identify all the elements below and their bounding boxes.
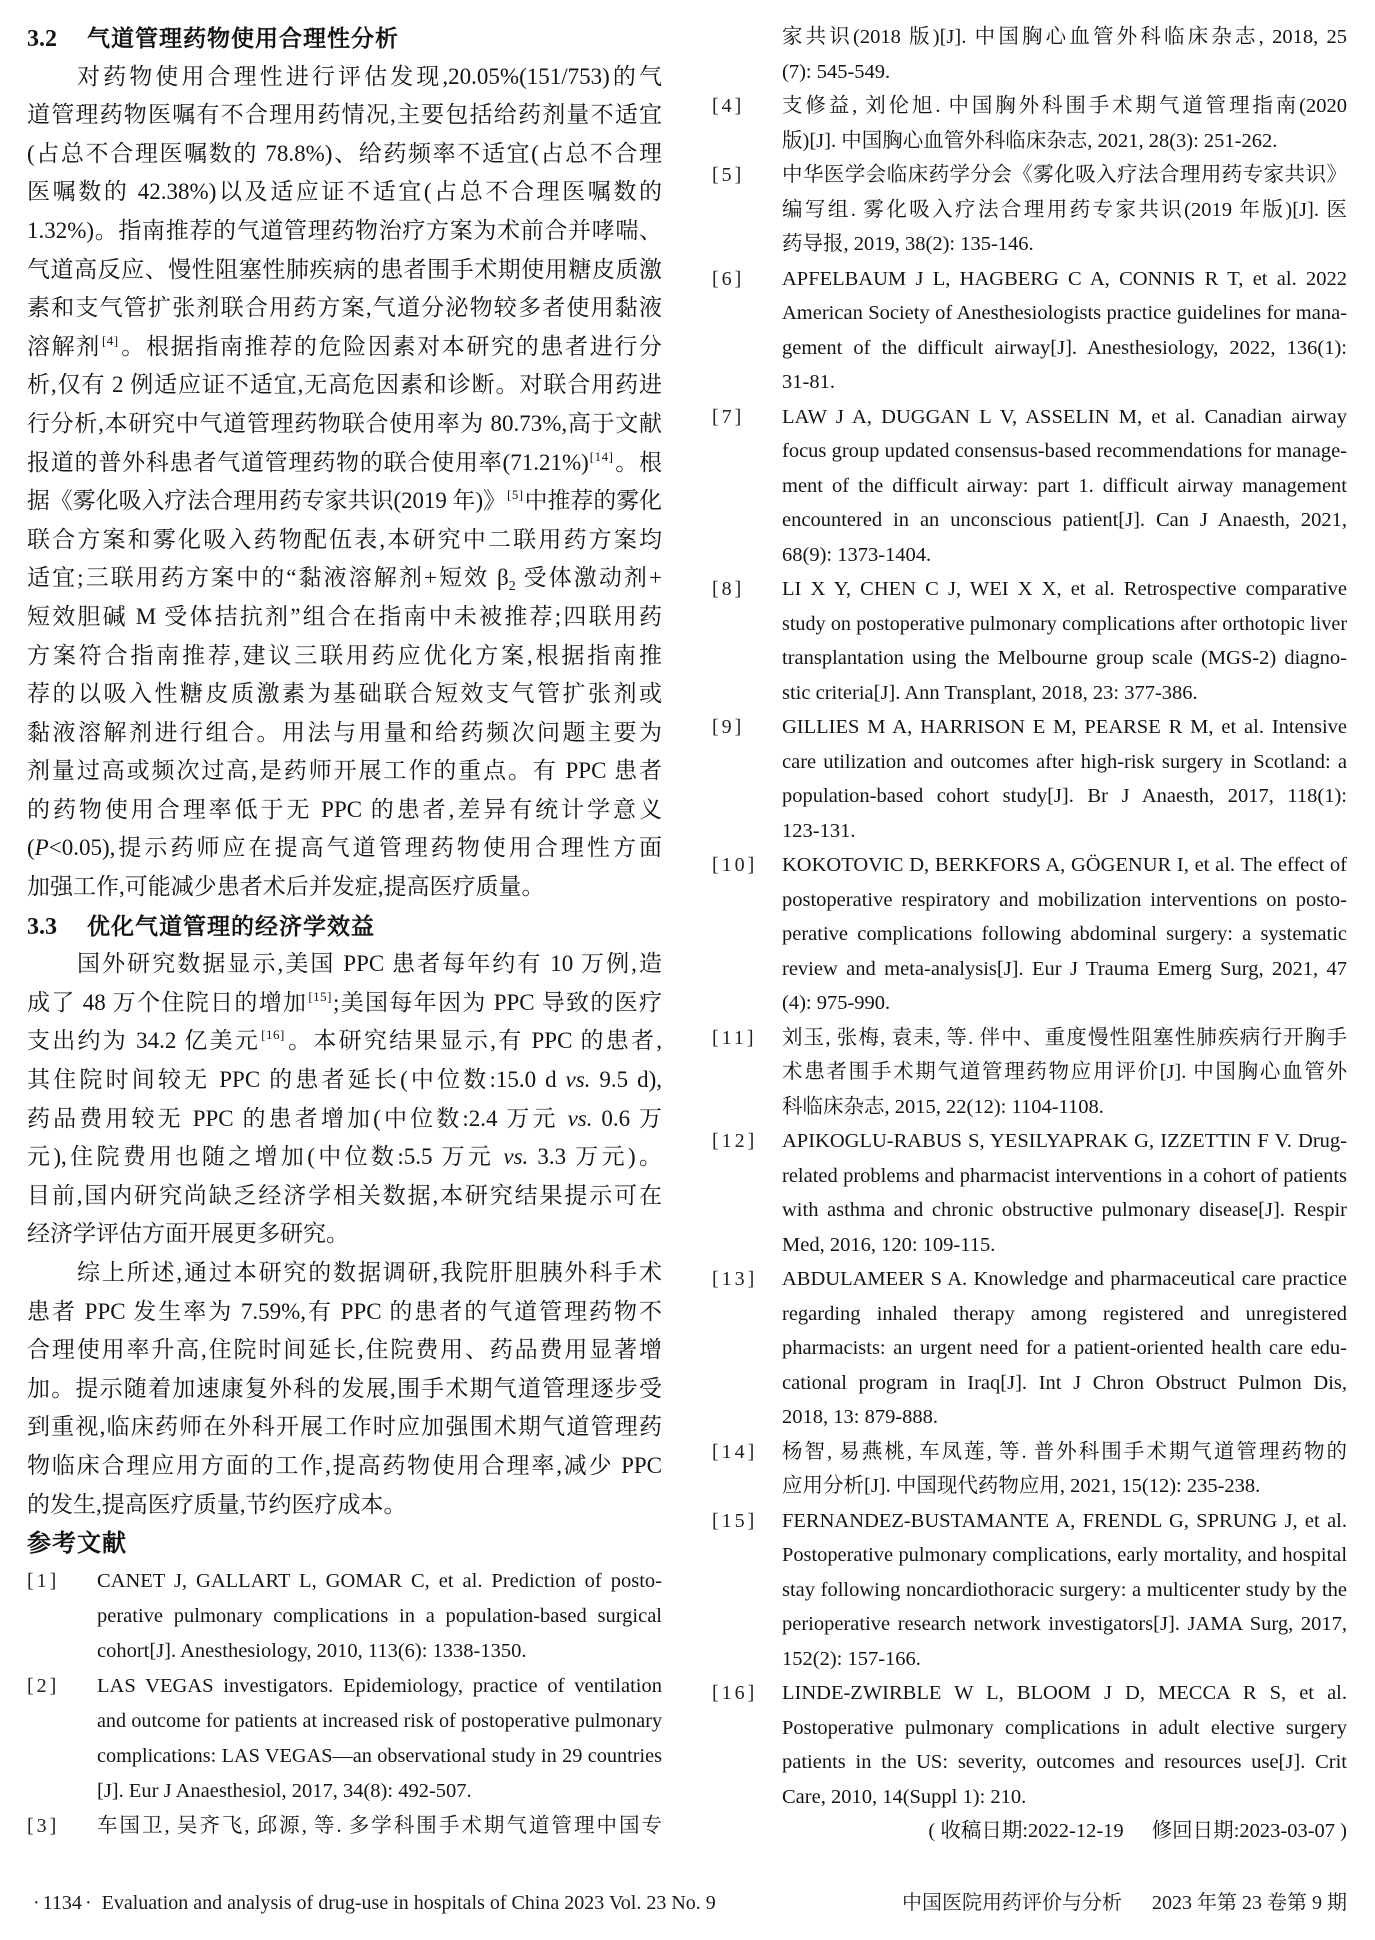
text-run: 据《雾化吸入疗法合理用药专家共识(2019 年)》	[27, 488, 507, 514]
reference-list	[708, 20, 1347, 1814]
reference-text	[97, 1669, 662, 1809]
text-run: 适宜;三联用药方案中的“黏液溶解剂+短效 β	[27, 565, 509, 591]
text-line: cational program in Iraq[J]. Int J Chron Obstruct Pulmon Dis,	[782, 1371, 1347, 1394]
citation-superscript: [5]	[507, 487, 524, 503]
reference-item	[708, 1124, 1347, 1262]
reference-text	[782, 262, 1347, 400]
text-line: 术患者围手术期气道管理药物应用评价[J]. 中国胸心血管外	[782, 1061, 1347, 1083]
reference-label: [11]	[712, 1026, 757, 1049]
text-line	[27, 829, 662, 868]
text-line: 的药物使用合理率低于无 PPC 的患者,差异有统计学意义	[27, 796, 662, 822]
text-line: 综上所述,通过本研究的数据调研,我院肝胆胰外科手术	[77, 1260, 662, 1285]
text-line: cohort[J]. Anesthesiology, 2010, 113(6): 1338-1350.	[97, 1640, 527, 1663]
reference-text	[97, 1564, 662, 1669]
reference-text	[782, 1021, 1347, 1125]
text-line	[27, 1061, 662, 1100]
reference-item	[708, 1504, 1347, 1677]
reference-text	[782, 400, 1347, 573]
text-line: 气道高反应、慢性阻塞性肺疾病的患者围手术期使用糖皮质激	[27, 256, 662, 282]
references-heading: 参考文献	[27, 1530, 127, 1558]
journal-name-en: Evaluation and analysis of drug-use in hospitals of China 2023 Vol. 23 No. 9	[101, 1892, 716, 1914]
text-line: 版)[J]. 中国胸心血管外科临床杂志, 2021, 28(3): 251-262.	[782, 129, 1278, 152]
right-column-references	[708, 20, 1347, 1814]
text-line: pharmacists: an urgent need for a patient-oriented health care edu-	[782, 1337, 1347, 1359]
text-run: 元),住院费用也随之增加(中位数:5.5 万元	[27, 1144, 504, 1170]
text-line: 123-131.	[782, 819, 856, 842]
reference-label: [15]	[712, 1509, 758, 1532]
text-line: 家共识(2018 版)[J]. 中国胸心血管外科临床杂志, 2018, 25	[782, 26, 1347, 48]
section-heading	[27, 907, 662, 946]
reference-item	[708, 262, 1347, 400]
text-line: 加强工作,可能减少患者术后并发症,提高医疗质量。	[27, 874, 545, 900]
reference-text	[782, 89, 1347, 158]
text-line: with asthma and chronic obstructive pulmonary disease[J]. Respir	[782, 1199, 1347, 1221]
reference-label: [3]	[27, 1815, 60, 1838]
text-line	[27, 1022, 662, 1061]
subscript: 2	[508, 579, 516, 595]
text-line: Care, 2010, 14(Suppl 1): 210.	[782, 1785, 1027, 1808]
reference-item	[708, 20, 1347, 89]
text-line: 152(2): 157-166.	[782, 1647, 921, 1670]
reference-text	[782, 1504, 1347, 1677]
reference-item	[708, 1676, 1347, 1814]
italic-text: vs.	[503, 1144, 529, 1170]
paragraph	[27, 1254, 662, 1524]
italic-text: P	[34, 835, 49, 861]
text-line: transplantation using the Melbourne group scale (MGS-2) diagno-	[782, 647, 1347, 669]
text-line: care utilization and outcomes after high-risk surgery in Scotland: a	[782, 750, 1347, 773]
text-run: 。根	[614, 449, 663, 475]
text-line: 素和支气管扩张剂联合用药方案,气道分泌物较多者使用黏液	[27, 295, 662, 321]
reference-list	[27, 1564, 662, 1844]
text-line: 患者 PPC 发生率为 7.59%,有 PPC 的患者的气道管理药物不	[27, 1298, 662, 1324]
text-line: review and meta-analysis[J]. Eur J Trauma Emerg Surg, 2021, 47	[782, 957, 1347, 980]
text-run: 。根据指南推荐的危险因素对本研究的患者进行分	[119, 333, 663, 359]
text-line: LI X Y, CHEN C J, WEI X X, et al. Retrospective comparative	[782, 578, 1347, 600]
paragraph	[27, 58, 662, 907]
section-number: 3.3	[27, 913, 57, 940]
text-run: 支出约为 34.2 亿美元	[27, 1028, 261, 1054]
text-line: 杨智, 易燕桃, 车凤莲, 等. 普外科围手术期气道管理药物的	[782, 1440, 1347, 1463]
text-line: 国外研究数据显示,美国 PPC 患者每年约有 10 万例,造	[77, 951, 662, 977]
reference-text	[782, 1435, 1347, 1504]
received-date: 2022-12-19	[1028, 1820, 1124, 1842]
text-line: 合理使用率升高,住院时间延长,住院费用、药品费用显著增	[27, 1337, 662, 1363]
text-line: 短效胆碱 M 受体拮抗剂”组合在指南中未被推荐;四联用药	[27, 603, 662, 629]
text-line	[27, 328, 662, 367]
text-run: 其住院时间较无 PPC 的患者延长(中位数:15.0 d	[27, 1067, 566, 1093]
manuscript-dates	[708, 1814, 1347, 1849]
italic-text: vs.	[567, 1105, 593, 1131]
text-line: 医嘱数的 42.38%)以及适应证不适宜(占总不合理医嘱数的	[27, 179, 662, 205]
page-number: · 1134 ·	[33, 1892, 102, 1914]
text-run: 受体激动剂+	[515, 565, 662, 591]
text-line: LINDE-ZWIRBLE W L, BLOOM J D, MECCA R S, et al.	[782, 1682, 1347, 1704]
text-line	[27, 1138, 662, 1177]
text-line: 车国卫, 吴齐飞, 邱源, 等. 多学科围手术期气道管理中国专	[97, 1815, 662, 1838]
text-line: and outcome for patients at increased risk of postoperative pulmonary	[97, 1710, 663, 1733]
text-line: CANET J, GALLART L, GOMAR C, et al. Prediction of posto-	[97, 1570, 662, 1593]
revised-date: 2023-03-07	[1239, 1820, 1336, 1842]
text-line: KOKOTOVIC D, BERKFORS A, GÖGENUR I, et al. The effect of	[782, 854, 1347, 876]
reference-label: [13]	[712, 1268, 758, 1290]
revised-date-label: 修回日期 :	[1152, 1820, 1240, 1842]
right-column	[708, 20, 1347, 1849]
text-line: perative pulmonary complications in a population-based surgical	[97, 1605, 662, 1628]
text-line: Postoperative pulmonary complications in adult elective surgery	[782, 1716, 1347, 1739]
reference-label: [12]	[712, 1130, 758, 1152]
reference-label: [2]	[27, 1675, 60, 1698]
reference-item	[708, 158, 1347, 262]
text-line: APFELBAUM J L, HAGBERG C A, CONNIS R T, et al. 2022	[782, 267, 1347, 290]
reference-label: [4]	[712, 95, 745, 117]
reference-label: [9]	[712, 716, 745, 738]
text-line: GILLIES M A, HARRISON E M, PEARSE R M, et al. Intensive	[782, 716, 1347, 738]
citation-superscript: [16]	[261, 1027, 285, 1043]
text-line: Med, 2016, 120: 109-115.	[782, 1233, 996, 1256]
reference-item	[708, 572, 1347, 710]
text-run: 。本研究结果显示,有 PPC 的患者,	[285, 1028, 662, 1054]
text-line: 道管理药物医嘱有不合理用药情况,主要包括给药剂量不适宜	[27, 102, 662, 128]
text-line: perative complications following abdominal surgery: a systematic	[782, 923, 1347, 945]
text-line: stay following noncardiothoracic surgery: a multicenter study by the	[782, 1578, 1347, 1601]
text-line: study on postoperative pulmonary complications after orthotopic liver	[782, 612, 1348, 635]
text-line: ABDULAMEER S A. Knowledge and pharmaceutical care practice	[782, 1268, 1347, 1290]
reference-label: [5]	[712, 164, 745, 186]
text-line: 黏液溶解剂进行组合。用法与用量和给药频次问题主要为	[27, 719, 662, 745]
reference-item	[708, 848, 1347, 1021]
text-line: 31-81.	[782, 371, 835, 393]
text-line: 的发生,提高医疗质量,节约医疗成本。	[27, 1491, 407, 1517]
reference-label	[708, 20, 782, 55]
issue-info: 2023 年第 23 卷第 9 期	[1152, 1892, 1347, 1914]
reference-label: [10]	[712, 854, 758, 876]
text-line: APIKOGLU-RABUS S, YESILYAPRAK G, IZZETTIN F V. Drug-	[782, 1130, 1347, 1152]
text-line: patients in the US: severity, outcomes and resources use[J]. Crit	[782, 1751, 1347, 1773]
footer-left	[33, 1890, 716, 1916]
reference-item	[708, 710, 1347, 848]
reference-label: [8]	[712, 578, 745, 600]
text-line: (7): 545-549.	[782, 60, 891, 83]
text-line: (占总不合理医嘱数的 78.8%)、给药频率不适宜(占总不合理	[27, 140, 662, 166]
text-line: LAW J A, DUGGAN L V, ASSELIN M, et al. Canadian airway	[782, 405, 1347, 428]
reference-item	[708, 89, 1347, 158]
text-line: 科临床杂志, 2015, 22(12): 1104-1108.	[782, 1095, 1104, 1118]
text-line	[27, 984, 662, 1023]
reference-text	[782, 158, 1347, 262]
footer-right	[902, 1890, 1347, 1916]
reference-text	[782, 848, 1347, 1021]
text-line: stic criteria[J]. Ann Transplant, 2018, 23: 377-386.	[782, 681, 1198, 704]
text-run: ;美国每年因为 PPC 导致的医疗	[333, 989, 662, 1015]
text-line: 刘玉, 张梅, 袁耒, 等. 伴中、重度慢性阻塞性肺疾病行开胸手	[782, 1026, 1347, 1049]
text-line: population-based cohort study[J]. Br J Anaesth, 2017, 118(1):	[782, 785, 1347, 807]
section-title: 优化气道管理的经济学效益	[87, 912, 375, 939]
text-line	[27, 559, 662, 598]
text-line: 物临床合理应用方面的工作,提高药物使用合理率,减少 PPC	[27, 1452, 662, 1478]
reference-item	[27, 1564, 662, 1669]
text-line: 中华医学会临床药学分会《雾化吸入疗法合理用药专家共识》	[782, 164, 1347, 186]
section-heading	[27, 19, 662, 58]
received-date-label: 收稿日期 :	[940, 1820, 1028, 1842]
reference-label: [7]	[712, 405, 745, 428]
citation-superscript: [4]	[101, 332, 119, 348]
section-number: 3.2	[27, 26, 57, 52]
text-line: encountered in an unconscious patient[J]. Can J Anaesth, 2021,	[782, 509, 1347, 531]
section-title: 气道管理药物使用合理性分析	[87, 25, 399, 51]
text-line: 对药物使用合理性进行评估发现,20.05%(151/753)的气	[77, 63, 662, 89]
text-line: [J]. Eur J Anaesthesiol, 2017, 34(8): 492-507.	[97, 1780, 472, 1803]
text-line: related problems and pharmacist interventions in a cohort of patients	[782, 1164, 1347, 1187]
text-line: 目前,国内研究尚缺乏经济学相关数据,本研究结果提示可在	[27, 1182, 662, 1208]
text-line: 药导报, 2019, 38(2): 135-146.	[782, 233, 1034, 255]
text-line: 2018, 13: 879-888.	[782, 1406, 939, 1428]
text-run: <0.05),提示药师应在提高气道管理药物使用合理性方面	[48, 835, 662, 861]
text-line: American Society of Anesthesiologists practice guidelines for mana-	[782, 302, 1347, 324]
text-run: 中推荐的雾化	[524, 488, 663, 514]
reference-label: [1]	[27, 1570, 60, 1593]
text-run: 报道的普外科患者气道管理药物的联合使用率(71.21%)	[27, 449, 589, 475]
text-line: postoperative respiratory and mobilization interventions on posto-	[782, 888, 1347, 911]
reference-text	[782, 710, 1347, 848]
text-line: 荐的以吸入性糖皮质激素为基础联合短效支气管扩张剂或	[27, 681, 662, 707]
text-run: 药品费用较无 PPC 的患者增加(中位数:2.4 万元	[27, 1105, 568, 1131]
page-footer	[33, 1890, 1347, 1916]
citation-superscript: [15]	[308, 988, 333, 1004]
citation-superscript: [14]	[589, 448, 614, 464]
text-line	[27, 1100, 662, 1139]
text-line: perioperative research network investigators[J]. JAMA Surg, 2017,	[782, 1613, 1347, 1635]
text-line	[27, 444, 662, 483]
reference-item	[708, 1262, 1347, 1435]
text-run: 3.3 万元)。	[528, 1144, 662, 1170]
reference-text	[782, 1676, 1347, 1814]
text-line: 应用分析[J]. 中国现代药物应用, 2021, 15(12): 235-238.	[782, 1475, 1261, 1497]
text-run: (	[27, 835, 35, 861]
text-run: 溶解剂	[27, 333, 101, 359]
text-line: gement of the difficult airway[J]. Anesthesiology, 2022, 136(1):	[782, 336, 1347, 359]
reference-item	[708, 400, 1347, 573]
text-line: 方案符合指南推荐,建议三联用药应优化方案,根据指南推	[27, 642, 662, 668]
text-line: 68(9): 1373-1404.	[782, 543, 932, 566]
reference-text	[782, 1262, 1347, 1435]
reference-item	[27, 1669, 662, 1809]
text-run: 0.6 万	[592, 1105, 663, 1131]
text-run: 9.5 d),	[590, 1067, 662, 1093]
text-line: 加。提示随着加速康复外科的发展,围手术期气道管理逐步受	[27, 1375, 662, 1401]
reference-label: [14]	[712, 1440, 758, 1463]
text-line: 编写组. 雾化吸入疗法合理用药专家共识(2019 年版)[J]. 医	[782, 198, 1347, 221]
text-line: 经济学评估方面开展更多研究。	[27, 1221, 349, 1247]
text-line: 析,仅有 2 例适应证不适宜,无高危因素和诊断。对联合用药进	[27, 372, 662, 398]
text-line: ment of the difficult airway: part 1. difficult airway management	[782, 474, 1347, 497]
text-line	[27, 482, 662, 521]
text-line: FERNANDEZ-BUSTAMANTE A, FRENDL G, SPRUNG J, et al.	[782, 1509, 1347, 1532]
left-column	[27, 19, 662, 1844]
reference-item	[27, 1809, 662, 1844]
reference-text	[97, 1809, 662, 1844]
reference-text	[782, 572, 1347, 710]
text-line: 剂量过高或频次过高,是药师开展工作的重点。有 PPC 患者	[27, 758, 662, 784]
reference-text	[782, 20, 1347, 89]
reference-item	[708, 1021, 1347, 1125]
paragraph	[27, 945, 662, 1254]
text-line: LAS VEGAS investigators. Epidemiology, practice of ventilation	[97, 1675, 662, 1698]
text-line: 到重视,临床药师在外科开展工作时应加强围术期气道管理药	[27, 1414, 662, 1440]
text-run: 成了 48 万个住院日的增加	[27, 989, 308, 1015]
journal-name-cn: 中国医院用药评价与分析	[902, 1892, 1122, 1914]
text-line: 1.32%)。指南推荐的气道管理药物治疗方案为术前合并哮喘、	[27, 217, 662, 243]
text-line: regarding inhaled therapy among registered and unregistered	[782, 1302, 1347, 1325]
italic-text: vs.	[565, 1067, 591, 1093]
text-line: Postoperative pulmonary complications, early mortality, and hospital	[782, 1544, 1347, 1566]
text-line: 行分析,本研究中气道管理药物联合使用率为 80.73%,高于文献	[27, 410, 662, 436]
reference-label: [6]	[712, 267, 745, 290]
text-line: focus group updated consensus-based recommendations for manage-	[782, 440, 1347, 462]
reference-text	[782, 1124, 1347, 1262]
text-line: (4): 975-990.	[782, 992, 891, 1014]
text-line: 联合方案和雾化吸入药物配伍表,本研究中二联用药方案均	[27, 526, 662, 552]
reference-item	[708, 1435, 1347, 1504]
text-line: complications: LAS VEGAS—an observational study in 29 countries	[97, 1745, 663, 1768]
text-line: 支修益, 刘伦旭. 中国胸外科围手术期气道管理指南(2020	[782, 95, 1347, 117]
reference-label: [16]	[712, 1682, 758, 1704]
